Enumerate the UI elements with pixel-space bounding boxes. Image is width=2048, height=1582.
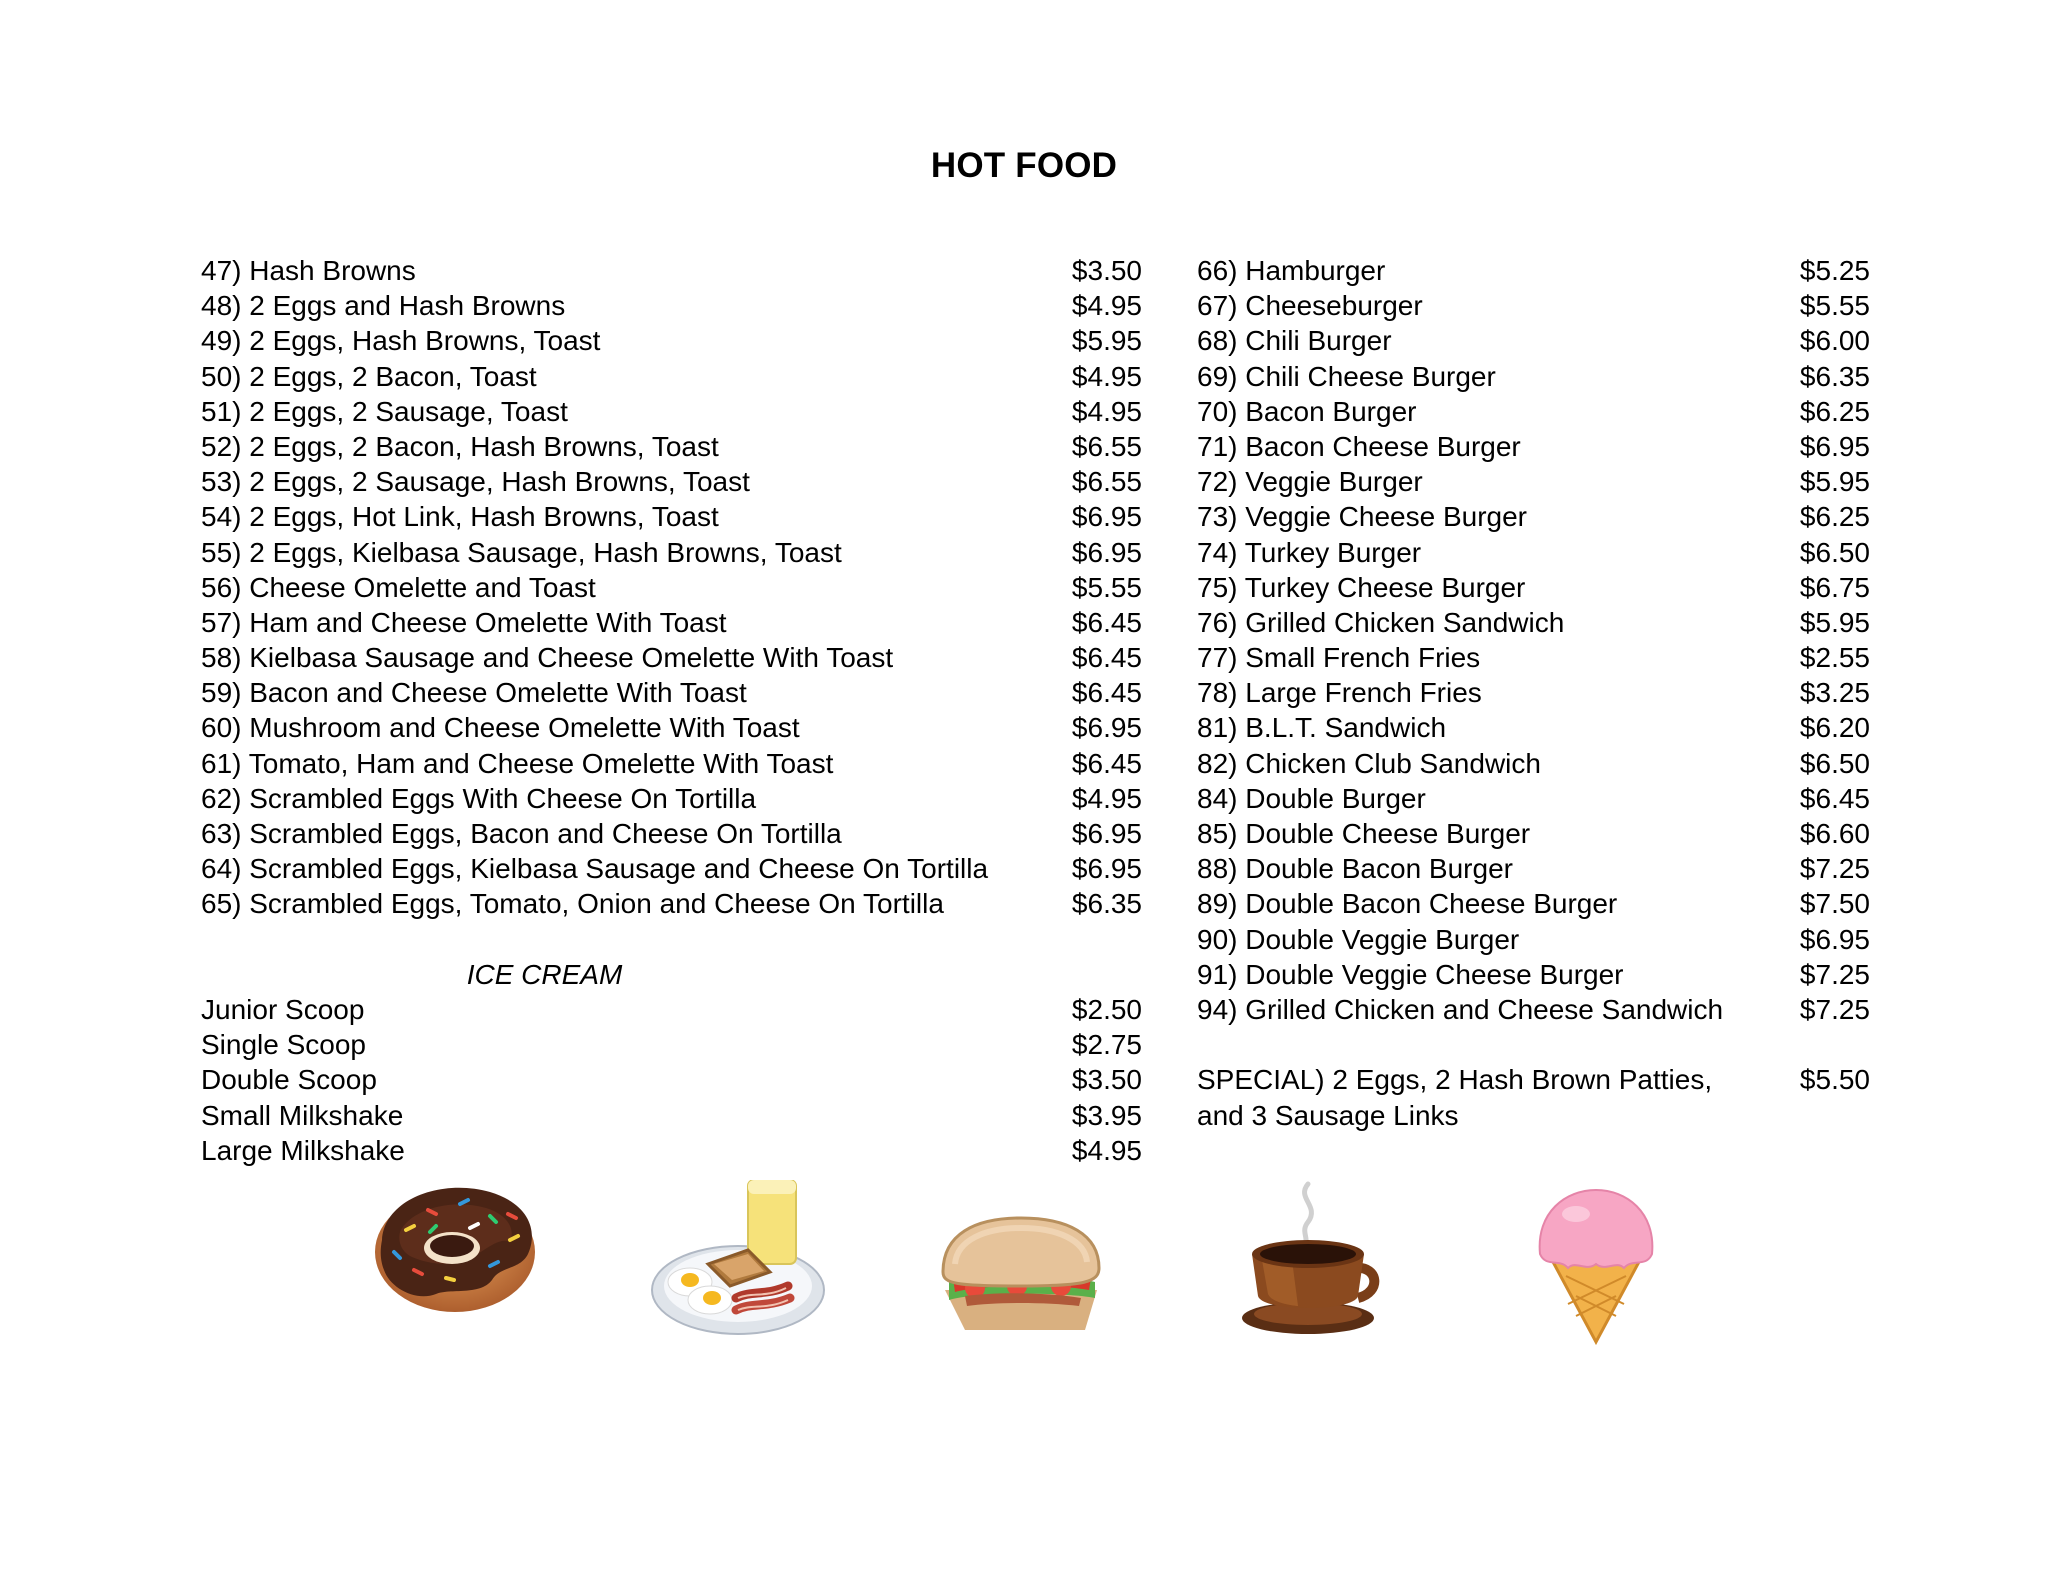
- menu-item: [201, 535, 1142, 570]
- item-price: $6.00: [1799, 325, 1870, 357]
- menu-item: [201, 429, 1142, 464]
- item-price: $5.95: [1799, 466, 1870, 498]
- item-price: $4.95: [1071, 395, 1142, 427]
- menu-item: [1197, 922, 1870, 957]
- item-price: $3.50: [1071, 1064, 1142, 1096]
- item-price: $6.45: [1071, 677, 1142, 709]
- item-name: Double Scoop: [201, 1064, 377, 1096]
- special-item: [1197, 1062, 1870, 1132]
- item-price: $6.45: [1799, 782, 1870, 814]
- item-price: $6.50: [1799, 747, 1870, 779]
- menu-item: [201, 1098, 1142, 1133]
- menu-item: [1197, 570, 1870, 605]
- item-name: 61) Tomato, Ham and Cheese Omelette With Toast: [201, 747, 834, 779]
- item-price: $6.45: [1071, 747, 1142, 779]
- menu-item: [1197, 253, 1870, 288]
- item-price: $2.50: [1071, 993, 1142, 1025]
- menu-item: [1197, 605, 1870, 640]
- menu-item: [201, 710, 1142, 745]
- menu-item: [201, 464, 1142, 499]
- item-name: 53) 2 Eggs, 2 Sausage, Hash Browns, Toast: [201, 466, 750, 498]
- item-price: $6.95: [1071, 536, 1142, 568]
- item-price: $6.45: [1071, 642, 1142, 674]
- menu-item: [201, 781, 1142, 816]
- menu-item: [201, 323, 1142, 358]
- item-price: $7.25: [1799, 958, 1870, 990]
- special-item-price: $5.50: [1799, 1064, 1870, 1096]
- item-price: $6.55: [1071, 466, 1142, 498]
- item-price: $6.50: [1799, 536, 1870, 568]
- item-name: 70) Bacon Burger: [1197, 395, 1417, 427]
- menu-item: [1197, 851, 1870, 886]
- menu-item: [1197, 394, 1870, 429]
- menu-item: [201, 253, 1142, 288]
- item-name: 76) Grilled Chicken Sandwich: [1197, 606, 1565, 638]
- item-price: $4.95: [1071, 782, 1142, 814]
- item-price: $6.95: [1071, 818, 1142, 849]
- menu-item: [201, 886, 1142, 921]
- menu-item: [1197, 288, 1870, 323]
- menu-item: [201, 605, 1142, 640]
- menu-item: [1197, 323, 1870, 358]
- item-price: $6.95: [1071, 853, 1142, 885]
- item-price: $6.95: [1799, 430, 1870, 462]
- menu-item: [1197, 675, 1870, 710]
- item-name: 88) Double Bacon Burger: [1197, 853, 1513, 885]
- menu-item: [1197, 464, 1870, 499]
- menu-item: [1197, 359, 1870, 394]
- item-price: $6.95: [1071, 501, 1142, 533]
- item-name: 48) 2 Eggs and Hash Browns: [201, 290, 566, 322]
- item-name: 91) Double Veggie Cheese Burger: [1197, 958, 1624, 990]
- menu-item: [1197, 710, 1870, 745]
- item-name: 51) 2 Eggs, 2 Sausage, Toast: [201, 395, 568, 427]
- ice-cream-heading: ICE CREAM: [466, 958, 623, 990]
- item-price: $6.95: [1071, 712, 1142, 744]
- item-name: 89) Double Bacon Cheese Burger: [1197, 888, 1618, 920]
- coffee-cup-icon: [1238, 1180, 1388, 1340]
- menu-item: [201, 499, 1142, 534]
- right-menu-column: [1197, 253, 1870, 1133]
- breakfast-plate-icon: [648, 1180, 828, 1340]
- item-name: 78) Large French Fries: [1197, 677, 1482, 709]
- menu-title: HOT FOOD: [930, 146, 1118, 185]
- item-price: $6.20: [1799, 712, 1870, 744]
- item-name: 90) Double Veggie Burger: [1197, 923, 1520, 955]
- item-name: 84) Double Burger: [1197, 782, 1426, 814]
- item-name: 56) Cheese Omelette and Toast: [201, 571, 596, 603]
- item-name: 57) Ham and Cheese Omelette With Toast: [201, 606, 727, 638]
- item-price: $6.75: [1799, 571, 1870, 603]
- menu-item: [1197, 781, 1870, 816]
- sandwich-icon: [935, 1212, 1105, 1342]
- item-price: $5.55: [1799, 290, 1870, 322]
- item-price: $6.45: [1071, 606, 1142, 638]
- item-name: 94) Grilled Chicken and Cheese Sandwich: [1197, 993, 1724, 1025]
- item-name: 59) Bacon and Cheese Omelette With Toast: [201, 677, 747, 709]
- donut-icon: [370, 1170, 540, 1320]
- menu-item: [201, 1027, 1142, 1062]
- menu-item: [201, 288, 1142, 323]
- item-name: 69) Chili Cheese Burger: [1197, 360, 1496, 392]
- left-menu-column: [201, 253, 1142, 1168]
- item-name: 82) Chicken Club Sandwich: [1197, 747, 1541, 779]
- item-name: 47) Hash Browns: [201, 255, 416, 286]
- item-name: 55) 2 Eggs, Kielbasa Sausage, Hash Browns, Toast: [201, 536, 842, 568]
- item-name: 52) 2 Eggs, 2 Bacon, Hash Browns, Toast: [201, 430, 719, 462]
- item-name: 58) Kielbasa Sausage and Cheese Omelette With Toast: [201, 642, 894, 674]
- item-name: 67) Cheeseburger: [1197, 290, 1423, 322]
- menu-item: [1197, 957, 1870, 992]
- item-price: $4.95: [1071, 1134, 1142, 1166]
- item-name: 77) Small French Fries: [1197, 642, 1481, 674]
- item-name: 74) Turkey Burger: [1197, 536, 1422, 568]
- item-price: $6.55: [1071, 430, 1142, 462]
- item-price: $6.35: [1799, 360, 1870, 392]
- menu-item: [201, 1062, 1142, 1097]
- item-name: 81) B.L.T. Sandwich: [1197, 712, 1447, 744]
- menu-item: [201, 359, 1142, 394]
- item-price: $6.60: [1799, 818, 1870, 849]
- menu-item: [201, 992, 1142, 1027]
- special-item-name: SPECIAL) 2 Eggs, 2 Hash Brown Patties, and 3 Sausage Links: [1197, 1064, 1713, 1131]
- item-name: 73) Veggie Cheese Burger: [1197, 501, 1527, 533]
- item-price: $6.25: [1799, 501, 1870, 533]
- menu-item: [1197, 746, 1870, 781]
- item-price: $6.95: [1799, 923, 1870, 955]
- item-name: Single Scoop: [201, 1029, 367, 1061]
- item-price: $2.55: [1799, 642, 1870, 674]
- item-price: $7.50: [1799, 888, 1870, 920]
- item-price: $2.75: [1071, 1029, 1142, 1061]
- menu-item: [201, 816, 1142, 851]
- item-name: 60) Mushroom and Cheese Omelette With Toast: [201, 712, 800, 744]
- ice-cream-cone-icon: [1536, 1186, 1656, 1346]
- item-name: 72) Veggie Burger: [1197, 466, 1423, 498]
- item-name: 85) Double Cheese Burger: [1197, 818, 1531, 849]
- item-price: $5.95: [1799, 606, 1870, 638]
- item-name: Large Milkshake: [201, 1134, 405, 1166]
- menu-item: [1197, 535, 1870, 570]
- item-price: $5.55: [1071, 571, 1142, 603]
- item-price: $3.95: [1071, 1099, 1142, 1131]
- menu-item: [201, 851, 1142, 886]
- menu-item: [201, 394, 1142, 429]
- item-price: $4.95: [1071, 360, 1142, 392]
- menu-item: [1197, 886, 1870, 921]
- item-name: 75) Turkey Cheese Burger: [1197, 571, 1526, 603]
- spacer: [1197, 1027, 1870, 1062]
- item-name: 71) Bacon Cheese Burger: [1197, 430, 1521, 462]
- item-name: 50) 2 Eggs, 2 Bacon, Toast: [201, 360, 537, 392]
- item-price: $4.95: [1071, 290, 1142, 322]
- item-price: $6.25: [1799, 395, 1870, 427]
- menu-item: [201, 640, 1142, 675]
- item-name: 65) Scrambled Eggs, Tomato, Onion and Cheese On Tortilla: [201, 888, 944, 920]
- menu-item: [201, 570, 1142, 605]
- menu-item: [201, 746, 1142, 781]
- menu-item: [1197, 429, 1870, 464]
- menu-item: [1197, 640, 1870, 675]
- item-name: Junior Scoop: [201, 993, 365, 1025]
- item-price: $5.25: [1799, 255, 1870, 286]
- menu-item: [201, 675, 1142, 710]
- item-name: 49) 2 Eggs, Hash Browns, Toast: [201, 325, 601, 357]
- item-price: $3.25: [1799, 677, 1870, 709]
- item-name: 63) Scrambled Eggs, Bacon and Cheese On Tortilla: [201, 818, 842, 849]
- item-name: 68) Chili Burger: [1197, 325, 1392, 357]
- menu-item: [1197, 992, 1870, 1027]
- item-name: 64) Scrambled Eggs, Kielbasa Sausage and Cheese On Tortilla: [201, 853, 989, 885]
- item-price: $3.50: [1071, 255, 1142, 286]
- item-price: $7.25: [1799, 993, 1870, 1025]
- spacer: [201, 922, 1142, 957]
- menu-item: [1197, 816, 1870, 851]
- item-price: $7.25: [1799, 853, 1870, 885]
- item-name: 62) Scrambled Eggs With Cheese On Tortilla: [201, 782, 757, 814]
- item-price: $5.95: [1071, 325, 1142, 357]
- menu-item: [201, 1133, 1142, 1168]
- item-name: Small Milkshake: [201, 1099, 404, 1131]
- item-name: 66) Hamburger: [1197, 255, 1386, 286]
- item-price: $6.35: [1071, 888, 1142, 920]
- menu-item: [1197, 499, 1870, 534]
- item-name: 54) 2 Eggs, Hot Link, Hash Browns, Toast: [201, 501, 719, 533]
